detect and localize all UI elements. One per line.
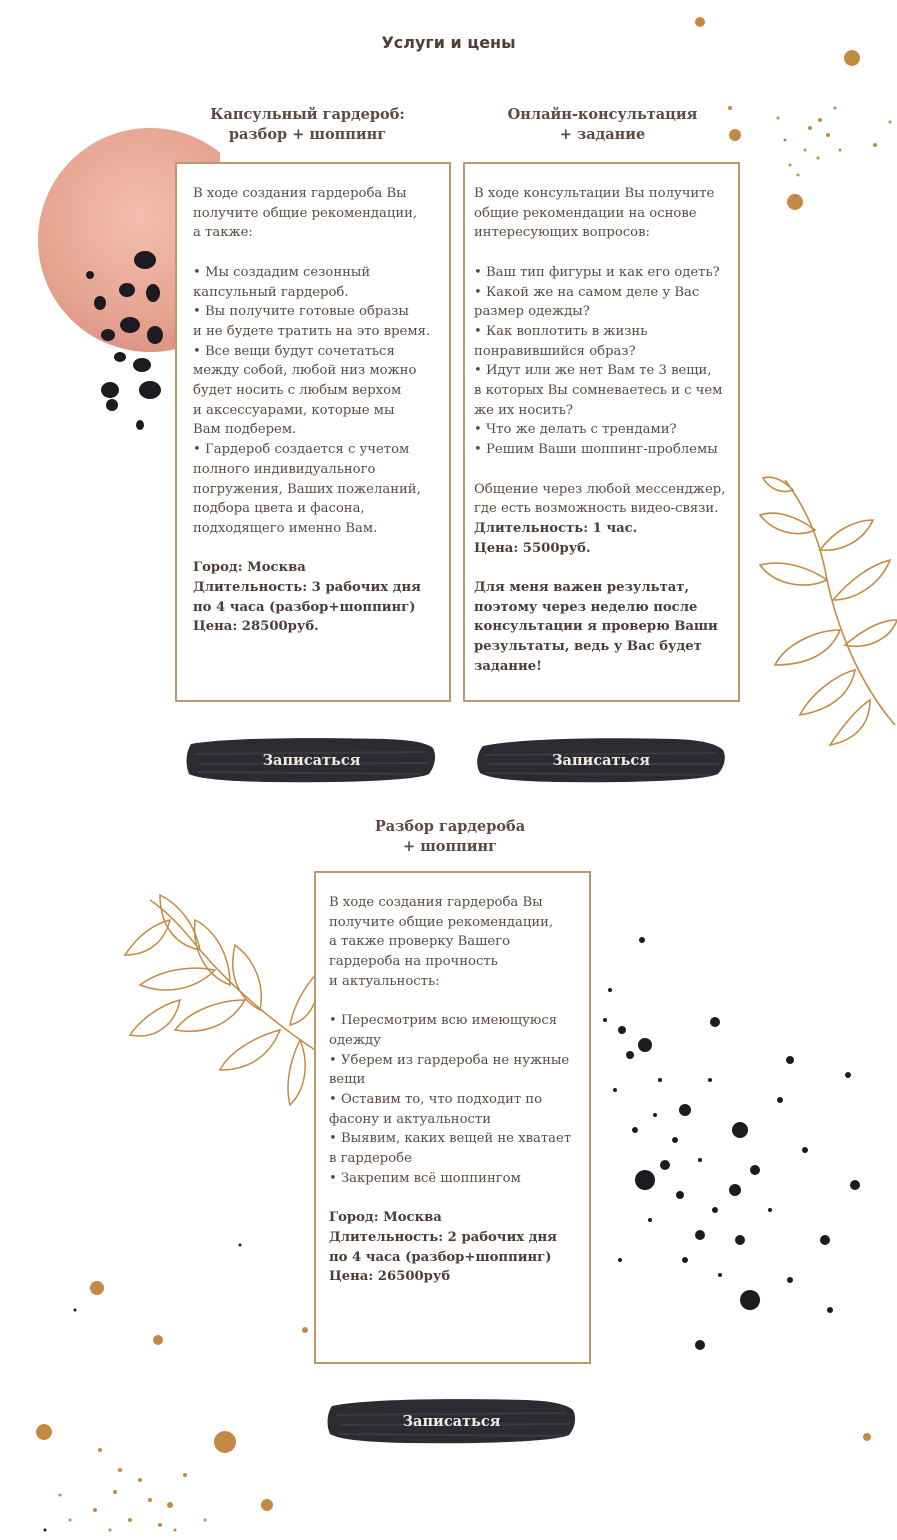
card-bullet-line: • Вы получите готовые образы <box>193 304 409 320</box>
service-3-price: Цена: 26500руб <box>329 1269 451 1285</box>
card-bullet-line: • Уберем из гардероба не нужные <box>329 1052 570 1068</box>
card-bullet-line: одежду <box>329 1032 381 1048</box>
card-bullet-line: • Решим Ваши шоппинг-проблемы <box>474 442 718 458</box>
card-bullet-line: • Ваш тип фигуры и как его одеть? <box>474 264 720 280</box>
card-text-line: получите общие рекомендации, <box>193 205 418 221</box>
ink-splatter-decoration <box>590 930 890 1360</box>
signup-button-label: Записаться <box>552 751 650 769</box>
card-bullet-line: фасону и актуальности <box>329 1111 492 1127</box>
card-text-line: получите общие рекомендации, <box>329 914 554 930</box>
service-3-duration-detail: по 4 часа (разбор+шоппинг) <box>329 1249 552 1265</box>
card-bullet-line: • Оставим то, что подходит по <box>329 1092 543 1108</box>
service-2-price: Цена: 5500руб. <box>474 540 591 556</box>
card-text-line: и актуальность: <box>329 973 440 989</box>
service-1-title-line2: разбор + шоппинг <box>228 126 387 143</box>
service-2-result-line: консультации я проверю Ваши <box>474 619 718 635</box>
service-2-result-line: результаты, ведь у Вас будет <box>474 639 702 655</box>
service-2-result-line: поэтому через неделю после <box>474 599 698 615</box>
service-1-title-line1: Капсульный гардероб: <box>210 106 405 123</box>
card-text-line: В ходе создания гардероба Вы <box>193 186 407 201</box>
service-3-title <box>315 817 585 857</box>
service-3-signup-button[interactable] <box>326 1395 577 1447</box>
card-bullet-line: Вам подберем. <box>193 422 297 438</box>
service-2-title-line1: Онлайн-консультация <box>507 106 698 123</box>
card-text-line: а также проверку Вашего <box>329 934 511 950</box>
card-bullet-line: • Все вещи будут сочетаться <box>193 343 395 359</box>
card-bullet-line: • Пересмотрим всю имеющуюся <box>329 1013 558 1029</box>
card-text-line: Общение через любой мессенджер, <box>474 481 726 497</box>
card-bullet-line: • Выявим, каких вещей не хватает <box>329 1131 572 1147</box>
card-bullet-line: и аксессуарами, которые мы <box>193 402 395 418</box>
card-bullet-line: подбора цвета и фасона, <box>193 501 365 517</box>
service-1-price: Цена: 28500руб. <box>193 619 319 635</box>
service-2-title-line2: + задание <box>559 126 646 143</box>
card-text-line: В ходе консультации Вы получите <box>474 186 715 201</box>
card-bullet-line: же их носить? <box>474 402 573 418</box>
card-text-line: а также: <box>193 225 253 241</box>
service-1-signup-button[interactable] <box>185 734 438 786</box>
card-bullet-line: понравившийся образ? <box>474 343 636 359</box>
service-1-card <box>175 162 451 702</box>
gold-leaf-branch-top-decoration <box>745 470 897 750</box>
service-1-title <box>175 105 440 145</box>
card-bullet-line: размер одежды? <box>474 304 590 320</box>
card-bullet-line: • Закрепим всё шоппингом <box>329 1170 521 1186</box>
card-bullet-line: • Гардероб создается с учетом <box>193 442 410 458</box>
service-3-title-line2: + шоппинг <box>403 838 497 855</box>
service-1-city: Город: Москва <box>193 560 306 576</box>
card-bullet-line: • Идут или же нет Вам те 3 вещи, <box>474 363 712 379</box>
card-bullet-line: в которых Вы сомневаетесь и с чем <box>474 383 723 399</box>
card-bullet-line: вещи <box>329 1072 366 1088</box>
card-text-line: В ходе создания гардероба Вы <box>329 895 543 910</box>
service-2-duration: Длительность: 1 час. <box>474 520 638 536</box>
service-2-title <box>470 105 735 145</box>
service-3-duration: Длительность: 2 рабочих дня <box>329 1229 557 1245</box>
card-bullet-line: и не будете тратить на это время. <box>193 323 431 339</box>
gold-glitter-dots-bottom-left-decoration <box>0 1230 320 1540</box>
service-3-city: Город: Москва <box>329 1210 442 1226</box>
card-text-line: общие рекомендации на основе <box>474 205 697 221</box>
card-text-line: где есть возможность видео-связи. <box>474 501 719 517</box>
service-3-card <box>314 871 591 1364</box>
service-2-result-line: Для меня важен результат, <box>474 580 690 596</box>
card-bullet-line: в гардеробе <box>329 1151 412 1167</box>
card-bullet-line: будет носить с любым верхом <box>193 383 402 399</box>
card-bullet-line: между собой, любой низ можно <box>193 363 417 379</box>
service-1-duration-detail: по 4 часа (разбор+шоппинг) <box>193 599 416 615</box>
service-2-signup-button[interactable] <box>475 734 727 786</box>
card-bullet-line: • Мы создадим сезонный <box>193 264 371 280</box>
card-bullet-line: • Что же делать с трендами? <box>474 422 677 438</box>
card-bullet-line: • Какой же на самом деле у Вас <box>474 284 700 300</box>
card-bullet-line: полного индивидуального <box>193 461 376 477</box>
card-text-line: гардероба на прочность <box>329 954 498 970</box>
service-1-duration: Длительность: 3 рабочих дня <box>193 580 421 596</box>
card-text-line: интересующих вопросов: <box>474 225 650 241</box>
service-2-result-line: задание! <box>474 658 542 674</box>
card-bullet-line: капсульный гардероб. <box>193 284 349 300</box>
card-bullet-line: погружения, Ваших пожеланий, <box>193 481 421 497</box>
gold-glitter-dot-bottom-right-decoration <box>850 1420 890 1460</box>
page-title: Услуги и цены <box>381 33 516 52</box>
service-3-title-line1: Разбор гардероба <box>374 818 526 835</box>
signup-button-label: Записаться <box>402 1412 501 1430</box>
card-bullet-line: подходящего именно Вам. <box>193 520 378 536</box>
signup-button-label: Записаться <box>262 751 361 769</box>
service-2-card <box>463 162 740 702</box>
gold-leaf-branch-bottom-decoration <box>120 890 320 1130</box>
card-bullet-line: • Как воплотить в жизнь <box>474 323 648 339</box>
